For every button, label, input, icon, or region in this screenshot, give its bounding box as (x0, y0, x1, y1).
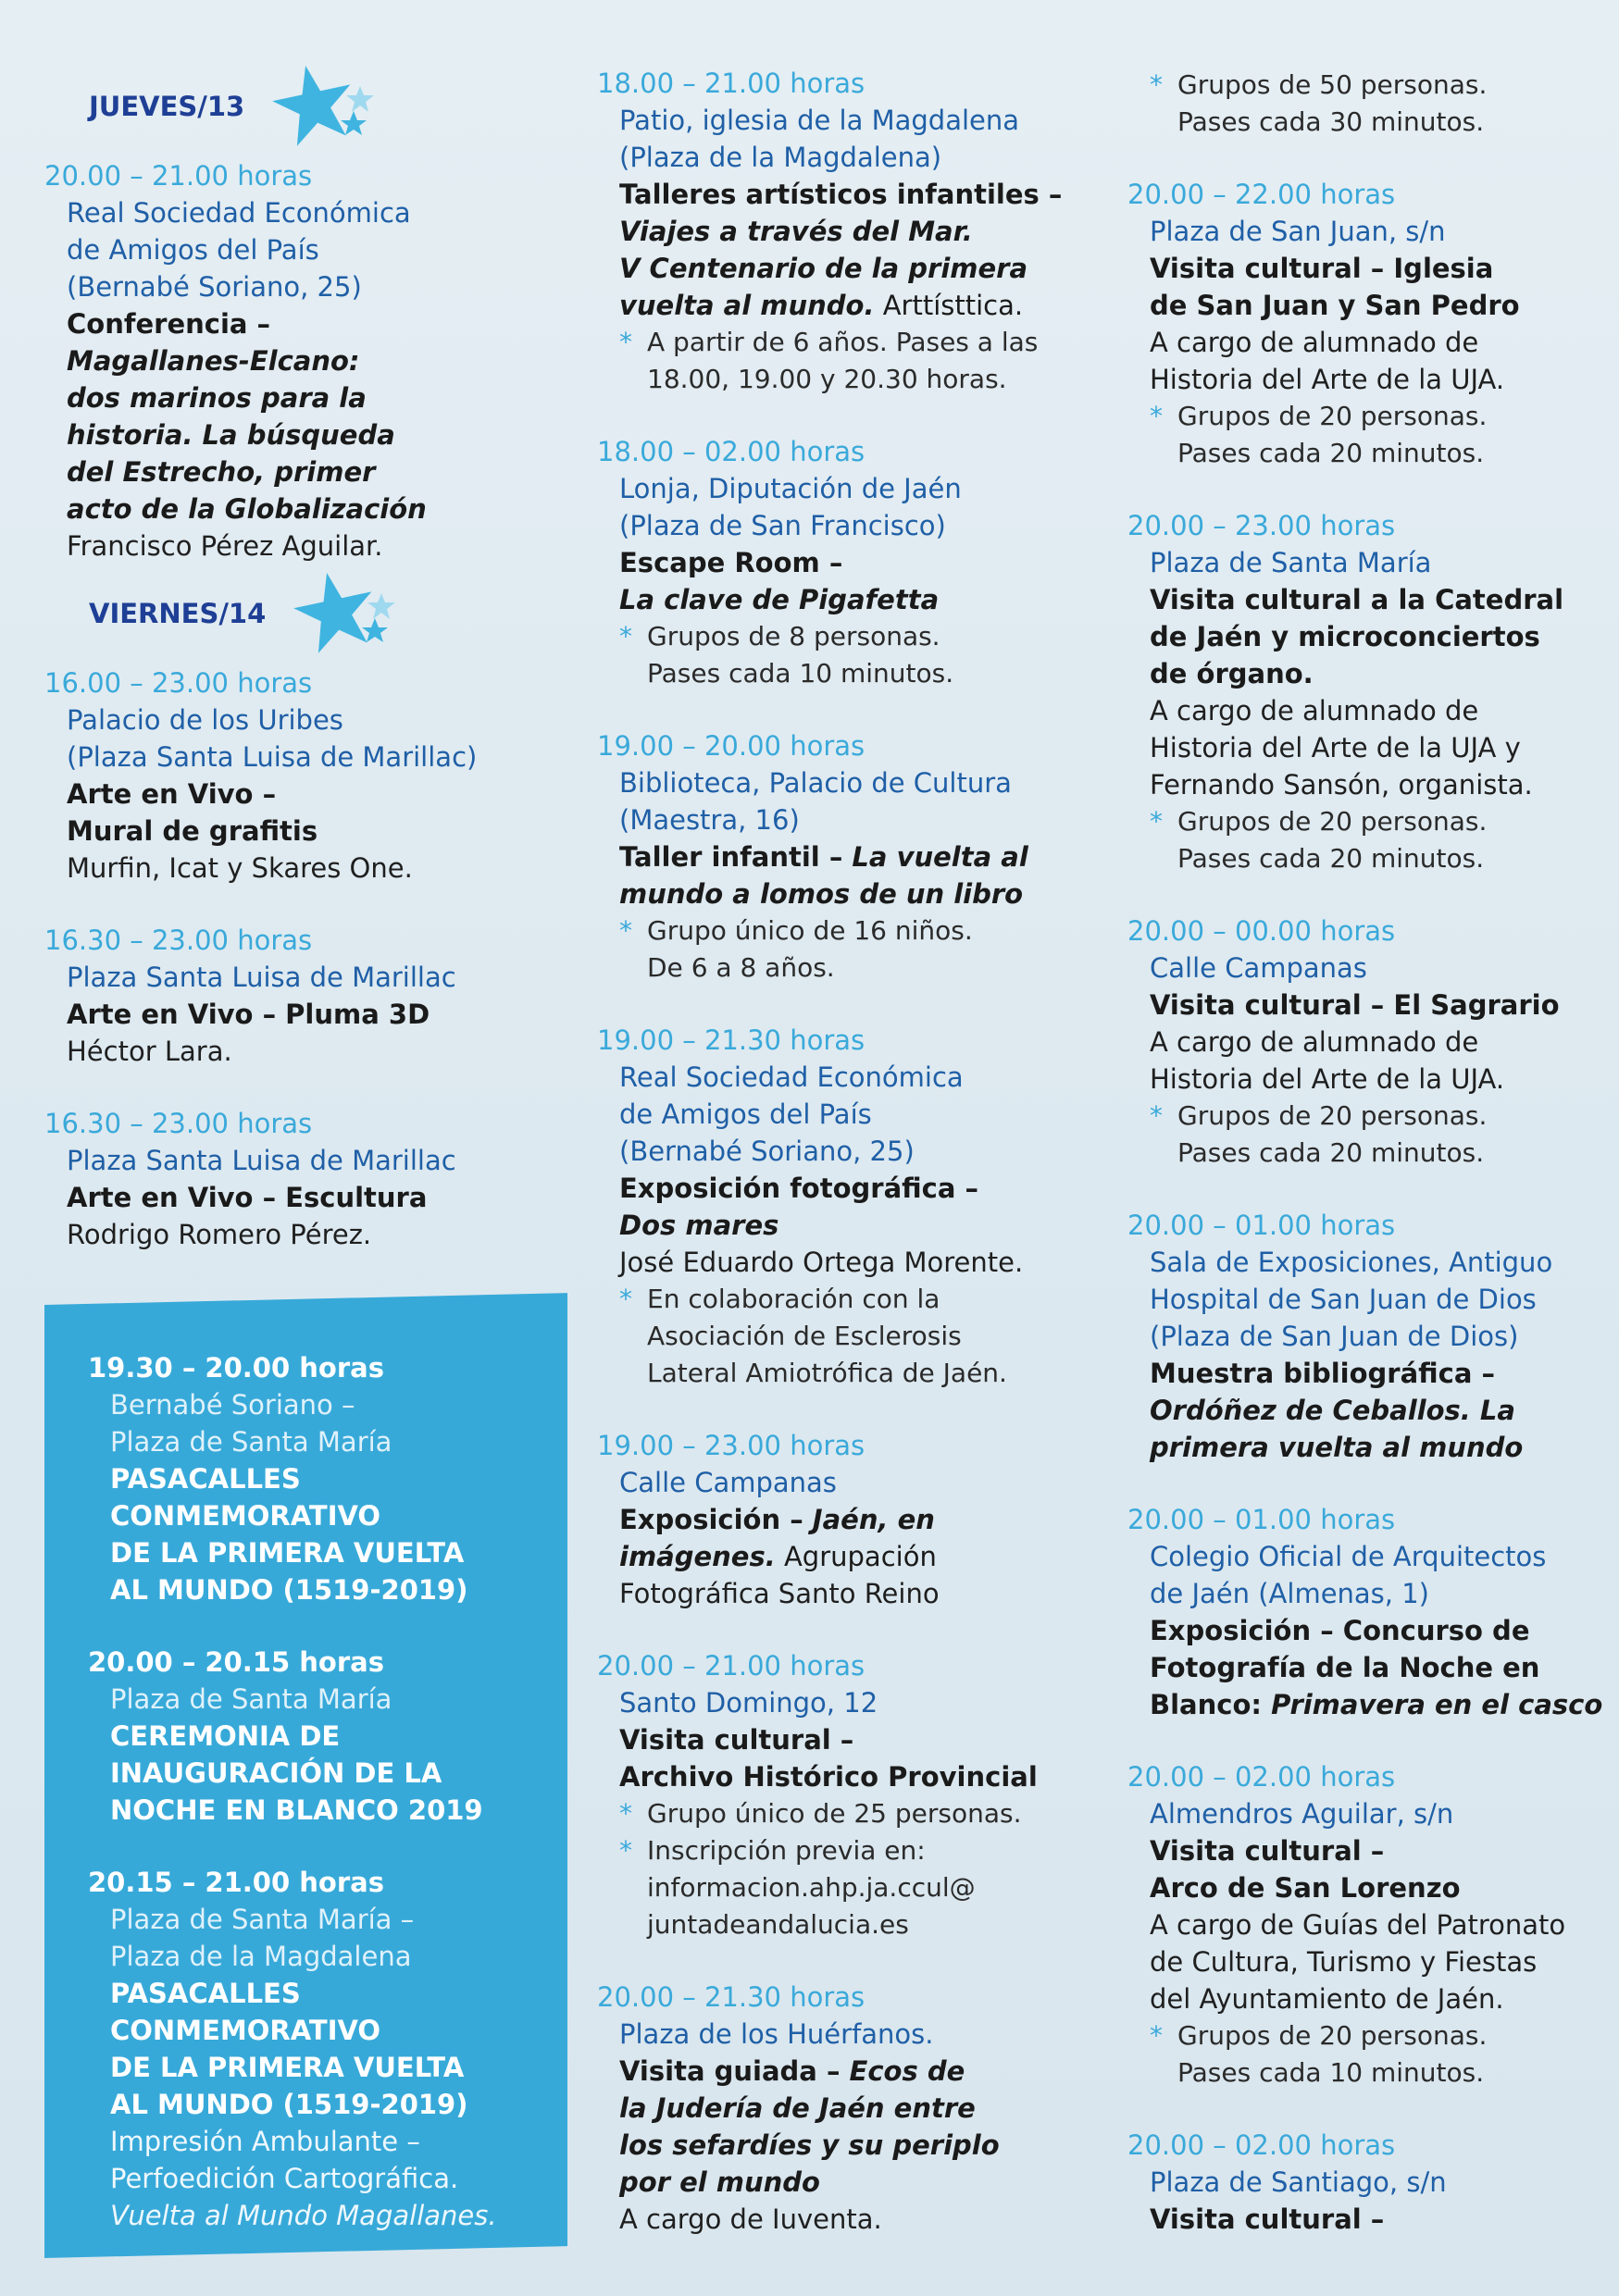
event-description: Francisco Pérez Aguilar. (67, 530, 383, 562)
event-place: Plaza de San Juan, s/n (1150, 216, 1446, 247)
event-time: 20.00 – 23.00 horas (1127, 510, 1396, 541)
event-note (597, 618, 1097, 655)
event (44, 922, 585, 1070)
event-title: Conferencia – (67, 308, 271, 340)
event-note: 18.00, 19.00 y 20.30 horas. (647, 364, 1007, 394)
event-description: de Cultura, Turismo y Fiestas (1150, 1946, 1538, 1978)
event-title: Visita cultural – Iglesia (1150, 253, 1494, 284)
event-place: Patio, iglesia de la Magdalena (619, 105, 1020, 136)
event-note: Asociación de Esclerosis (647, 1321, 962, 1351)
event-title-prefix: Blanco: (1150, 1689, 1272, 1720)
event-title: de San Juan y San Pedro (1150, 290, 1520, 321)
event-title: Arte en Vivo – Escultura (67, 1182, 428, 1213)
event-place: Calle Campanas (1150, 952, 1367, 984)
event-title: NOCHE EN BLANCO 2019 (110, 1794, 483, 1826)
asterisk-icon: * (1150, 69, 1163, 100)
note-text: Grupos de 20 personas. (1177, 1100, 1488, 1131)
star-icon (272, 60, 383, 153)
event-time: 20.00 – 22.00 horas (1127, 179, 1396, 210)
event-place: (Plaza Santa Luisa de Marillac) (67, 741, 478, 773)
event-time: 19.00 – 23.00 horas (597, 1430, 866, 1461)
column-3 (1127, 67, 1609, 2273)
event-description: Historia del Arte de la UJA y (1150, 732, 1521, 763)
asterisk-icon: * (1150, 1100, 1163, 1131)
event-time: 20.00 – 00.00 horas (1127, 915, 1396, 947)
event-title: Viajes a través del Mar. (619, 216, 973, 247)
event-note: Lateral Amiotrófica de Jaén. (647, 1358, 1007, 1388)
event-time: 19.30 – 20.00 horas (88, 1352, 384, 1384)
note-text: En colaboración con la (647, 1284, 940, 1314)
asterisk-icon: * (1150, 2020, 1163, 2051)
event-title: Visita cultural a la Catedral (1150, 584, 1564, 615)
event-note (597, 1832, 1097, 1869)
event-title: acto de la Globalización (67, 493, 427, 525)
event-title: Escape Room – (619, 547, 843, 578)
asterisk-icon: * (619, 1835, 632, 1866)
event-title: CONMEMORATIVO (110, 1500, 381, 1532)
event-title: Ordóñez de Ceballos. La (1150, 1395, 1515, 1426)
event-title: La clave de Pigafetta (619, 584, 940, 615)
event-title: dos marinos para la (67, 382, 367, 414)
event-description: A cargo de alumnado de (1150, 695, 1479, 726)
event-time: 20.00 – 01.00 horas (1127, 1504, 1396, 1535)
event-title: Dos mares (619, 1210, 779, 1241)
event-title: V Centenario de la primera (619, 253, 1028, 284)
event-place: Real Sociedad Económica (67, 197, 411, 229)
event-title: AL MUNDO (1519-2019) (110, 2089, 468, 2120)
event-title: Visita cultural – El Sagrario (1150, 989, 1560, 1021)
event-title: Exposición fotográfica – (619, 1173, 979, 1204)
event (44, 1105, 585, 1253)
event-description: Rodrigo Romero Pérez. (67, 1219, 372, 1250)
event-place: Plaza de Santa María (1150, 547, 1432, 578)
event-title-italic: Ecos de (849, 2055, 965, 2087)
event-time: 19.00 – 20.00 horas (597, 730, 866, 762)
note-text: Grupo único de 16 niños. (647, 915, 973, 946)
event-place: (Plaza de San Juan de Dios) (1150, 1321, 1519, 1352)
event (88, 1864, 551, 2234)
event-place: Lonja, Diputación de Jaén (619, 473, 962, 504)
event-title: DE LA PRIMERA VUELTA (110, 2052, 465, 2083)
event-note (597, 1281, 1097, 1318)
event-title: CONMEMORATIVO (110, 2015, 381, 2046)
event-description: Murfin, Icat y Skares One. (67, 852, 413, 884)
event-title: CEREMONIA DE (110, 1720, 341, 1752)
event-time: 20.00 – 02.00 horas (1127, 2129, 1396, 2161)
event-place: de Amigos del País (619, 1098, 872, 1130)
event-place: Bernabé Soriano – (110, 1389, 355, 1421)
event-title: Visita cultural – (619, 1724, 854, 1756)
event-place: Hospital de San Juan de Dios (1150, 1284, 1537, 1315)
event-title: Arte en Vivo – Pluma 3D (67, 999, 430, 1030)
event-place: (Plaza de la Magdalena) (619, 142, 942, 173)
event-place: Plaza de los Huérfanos. (619, 2018, 934, 2050)
event-time: 20.00 – 20.15 horas (88, 1646, 384, 1678)
event-time: 19.00 – 21.30 horas (597, 1024, 866, 1056)
event-title: DE LA PRIMERA VUELTA (110, 1537, 465, 1569)
asterisk-icon: * (619, 1798, 632, 1829)
event-note: Pases cada 20 minutos. (1177, 438, 1485, 468)
event-place: de Amigos del País (67, 234, 319, 266)
event (1127, 1501, 1609, 1723)
event-place: Plaza de Santa María (110, 1426, 392, 1458)
event-description: José Eduardo Ortega Morente. (619, 1247, 1024, 1278)
event-time: 20.00 – 21.00 horas (44, 160, 313, 192)
asterisk-icon: * (1150, 806, 1163, 837)
highlight-box-content (88, 1349, 551, 2269)
event-place: Biblioteca, Palacio de Cultura (619, 767, 1012, 799)
event-time: 18.00 – 21.00 horas (597, 68, 866, 99)
note-text: Grupos de 20 personas. (1177, 401, 1488, 431)
asterisk-icon: * (619, 1284, 632, 1314)
note-text: Grupo único de 25 personas. (647, 1798, 1022, 1829)
event-note (597, 324, 1097, 361)
event (1127, 1758, 1609, 2091)
event-place: (Maestra, 16) (619, 804, 800, 836)
event-title: Magallanes-Elcano: (67, 345, 360, 377)
event-title: Visita cultural – (1150, 1835, 1385, 1867)
event-description: Fotográfica Santo Reino (619, 1578, 940, 1609)
event-note (1127, 398, 1609, 435)
event-time: 20.00 – 21.00 horas (597, 1650, 866, 1682)
event-title: mundo a lomos de un libro (619, 878, 1024, 910)
event-title-italic: Primavera en el casco (1271, 1689, 1603, 1720)
event-time: 20.15 – 21.00 horas (88, 1867, 384, 1898)
event-title: los sefardíes y su periplo (619, 2129, 1000, 2161)
event-description: Historia del Arte de la UJA. (1150, 1063, 1505, 1095)
event (1127, 912, 1609, 1172)
event (44, 157, 585, 565)
event-place: Palacio de los Uribes (67, 704, 343, 736)
event-title: historia. La búsqueda (67, 419, 395, 451)
event-note: Pases cada 10 minutos. (647, 658, 954, 689)
event (1127, 176, 1609, 472)
asterisk-icon: * (619, 915, 632, 946)
event (597, 1022, 1097, 1392)
event-note: informacion.ahp.ja.ccul@ (647, 1872, 976, 1903)
event-place: (Plaza de San Francisco) (619, 510, 946, 541)
asterisk-icon: * (1150, 401, 1163, 431)
event-description: Historia del Arte de la UJA. (1150, 364, 1505, 395)
event-time: 16.30 – 23.00 horas (44, 1108, 313, 1139)
note-text: Inscripción previa en: (647, 1835, 926, 1866)
event-place: Santo Domingo, 12 (619, 1687, 878, 1719)
star-icon (293, 567, 405, 660)
event-note: Pases cada 30 minutos. (1177, 106, 1485, 137)
asterisk-icon: * (619, 327, 632, 357)
event-time: 20.00 – 21.30 horas (597, 1981, 866, 2013)
event-note (1127, 67, 1609, 104)
event-title: Archivo Histórico Provincial (619, 1761, 1038, 1793)
event (1127, 507, 1609, 877)
event-title-italic: vuelta al mundo. (619, 290, 875, 321)
event-note: juntadeandalucia.es (647, 1909, 909, 1940)
event (597, 433, 1097, 692)
event (88, 1644, 551, 1829)
event-title: la Judería de Jaén entre (619, 2092, 976, 2124)
event-title: PASACALLES (110, 1463, 301, 1495)
event-description: del Ayuntamiento de Jaén. (1150, 1983, 1504, 2015)
event-note (1127, 2017, 1609, 2054)
event-title: Fotografía de la Noche en (1150, 1652, 1540, 1683)
day-title: JUEVES/13 (89, 91, 245, 122)
event-description: A cargo de Guías del Patronato (1150, 1909, 1566, 1941)
event-description: Perfoedición Cartográfica. (110, 2163, 459, 2194)
event-title: AL MUNDO (1519-2019) (110, 1574, 468, 1606)
event-note-continued (1127, 67, 1609, 141)
event-place: Calle Campanas (619, 1467, 837, 1498)
event-note: Pases cada 10 minutos. (1177, 2057, 1485, 2088)
event-title-prefix: Exposición – (619, 1504, 813, 1535)
event-description: Impresión Ambulante – (110, 2126, 420, 2157)
event-title: por el mundo (619, 2166, 820, 2198)
note-text: Grupos de 20 personas. (1177, 2020, 1488, 2051)
event-title: de órgano. (1150, 658, 1314, 689)
event-title-italic: Jaén, en (812, 1504, 935, 1535)
event (597, 727, 1097, 987)
event-description: A cargo de Iuventa. (619, 2203, 882, 2235)
note-text: A partir de 6 años. Pases a las (647, 327, 1039, 357)
event-title: Mural de grafitis (67, 815, 318, 847)
event-place: Plaza Santa Luisa de Marillac (67, 962, 456, 993)
event (1127, 1207, 1609, 1466)
event-note: Pases cada 20 minutos. (1177, 1137, 1485, 1168)
event-title-italic: La vuelta al (852, 841, 1028, 873)
event-note (1127, 1098, 1609, 1135)
event-description: Fernando Sansón, organista. (1150, 769, 1533, 800)
event-title (597, 1538, 1097, 1575)
event-note (597, 1795, 1097, 1832)
event-title: Visita cultural – (1150, 2203, 1385, 2235)
event-note: Pases cada 20 minutos. (1177, 843, 1485, 874)
event (597, 65, 1097, 398)
event-description: A cargo de alumnado de (1150, 1026, 1479, 1058)
note-text: Grupos de 50 personas. (1177, 69, 1488, 100)
event-description: Héctor Lara. (67, 1036, 232, 1067)
event-place: Plaza de Santiago, s/n (1150, 2166, 1447, 2198)
event-title (597, 287, 1097, 324)
event-title (597, 838, 1097, 875)
event-title: INAUGURACIÓN DE LA (110, 1757, 442, 1789)
event (1127, 2127, 1609, 2238)
event-place: de Jaén (Almenas, 1) (1150, 1578, 1429, 1609)
event-note (1127, 803, 1609, 840)
event-title-suffix: Arttísttica. (874, 290, 1024, 321)
event-place: (Bernabé Soriano, 25) (67, 271, 362, 303)
day-header-friday (89, 563, 585, 664)
note-text: Grupos de 8 personas. (647, 621, 940, 652)
event-place: Sala de Exposiciones, Antiguo (1150, 1247, 1553, 1278)
event-title: Arte en Vivo – (67, 778, 277, 810)
event-place: Plaza Santa Luisa de Marillac (67, 1145, 456, 1176)
event-title (1127, 1686, 1609, 1723)
event-title (597, 1501, 1097, 1538)
event-title: primera vuelta al mundo (1150, 1432, 1524, 1463)
event-time: 16.30 – 23.00 horas (44, 925, 313, 956)
event-place: Real Sociedad Económica (619, 1061, 964, 1093)
day-header-thursday (89, 56, 585, 157)
event (88, 1349, 551, 1608)
event-title-suffix: Agrupación (775, 1541, 937, 1572)
event-title-prefix: Taller infantil – (619, 841, 853, 873)
asterisk-icon: * (619, 621, 632, 652)
event (597, 1647, 1097, 1943)
event-description: A cargo de alumnado de (1150, 327, 1479, 358)
event-title-prefix: Visita guiada – (619, 2055, 850, 2087)
note-text: Grupos de 20 personas. (1177, 806, 1488, 837)
event-title: PASACALLES (110, 1978, 301, 2009)
event-place: Plaza de la Magdalena (110, 1941, 412, 1972)
event-title: Arco de San Lorenzo (1150, 1872, 1461, 1904)
column-2 (597, 65, 1097, 2273)
event-title-italic: imágenes. (619, 1541, 776, 1572)
event-time: 16.00 – 23.00 horas (44, 667, 313, 699)
event-place: (Bernabé Soriano, 25) (619, 1136, 915, 1167)
event-title: de Jaén y microconciertos (1150, 621, 1540, 652)
event-place: Almendros Aguilar, s/n (1150, 1798, 1454, 1830)
event (597, 1427, 1097, 1612)
day-title: VIERNES/14 (89, 598, 267, 629)
event-note (597, 912, 1097, 949)
column-1 (44, 56, 585, 1288)
event-time: 18.00 – 02.00 horas (597, 436, 866, 467)
event-time: 20.00 – 02.00 horas (1127, 1761, 1396, 1793)
event (597, 1979, 1097, 2238)
event-title: Exposición – Concurso de (1150, 1615, 1530, 1646)
event-place: Colegio Oficial de Arquitectos (1150, 1541, 1547, 1572)
event (44, 664, 585, 887)
event-note: De 6 a 8 años. (647, 952, 835, 983)
event-title: Talleres artísticos infantiles – (619, 179, 1063, 210)
event-title (597, 2053, 1097, 2090)
event-title: del Estrecho, primer (67, 456, 376, 488)
event-title: Muestra bibliográfica – (1150, 1358, 1496, 1389)
event-description: Vuelta al Mundo Magallanes. (110, 2200, 497, 2231)
event-time: 20.00 – 01.00 horas (1127, 1210, 1396, 1241)
event-place: Plaza de Santa María (110, 1683, 392, 1715)
event-place: Plaza de Santa María – (110, 1904, 415, 1935)
